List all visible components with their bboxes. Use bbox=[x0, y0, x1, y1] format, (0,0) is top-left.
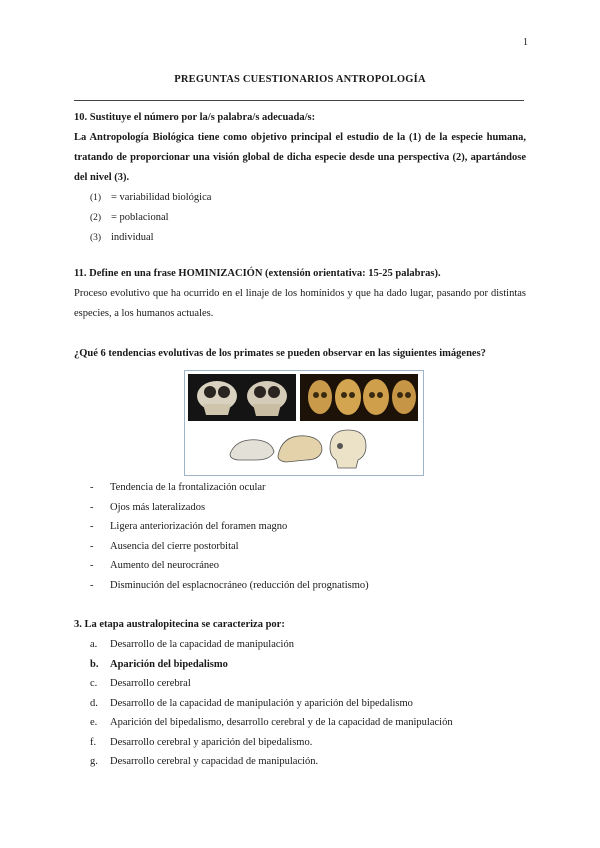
option-letter: d. bbox=[90, 697, 98, 709]
skulls-figure bbox=[184, 370, 424, 476]
primate-trends-list bbox=[74, 478, 526, 595]
option-text: Aparición del bipedalismo bbox=[110, 658, 228, 670]
hominid-skulls-image bbox=[300, 374, 418, 421]
option-letter: c. bbox=[90, 678, 98, 689]
answer-item bbox=[90, 208, 526, 228]
question-10 bbox=[74, 108, 526, 248]
question-primates bbox=[74, 344, 526, 595]
list-item-text: Tendencia de la frontalización ocular bbox=[110, 482, 266, 493]
list-item bbox=[90, 498, 526, 518]
option-letter: a. bbox=[90, 639, 98, 650]
document-body bbox=[74, 108, 526, 772]
list-dash: - bbox=[90, 482, 94, 493]
option-letter: f. bbox=[90, 736, 97, 748]
question-11 bbox=[74, 264, 526, 324]
page-number: 1 bbox=[523, 37, 528, 48]
option-letter: g. bbox=[90, 756, 98, 767]
answer-number: (3) bbox=[90, 233, 102, 243]
answer-item bbox=[90, 188, 526, 208]
option-item bbox=[90, 635, 526, 655]
option-item bbox=[90, 713, 526, 733]
option-item bbox=[90, 674, 526, 694]
document-title: PREGUNTAS CUESTIONARIOS ANTROPOLOGÍA bbox=[174, 74, 426, 85]
question-10-heading: 10. Sustituye el número por la/s palabra/s adecuada/s: bbox=[74, 112, 316, 123]
list-dash: - bbox=[90, 560, 94, 571]
list-item-text: Ausencia del cierre postorbital bbox=[110, 540, 239, 552]
list-dash: - bbox=[90, 579, 94, 591]
option-text: Desarrollo cerebral bbox=[110, 678, 191, 689]
question-10-statement: La Antropología Biológica tiene como objetivo principal el estudio de la (1) de la especie humana, tratando de proporcionar una visión global de dicha especie desde una perspectiva (2), apartándose del nivel (3). bbox=[74, 132, 526, 183]
option-text: Desarrollo de la capacidad de manipulación bbox=[110, 639, 294, 650]
skull-profiles-image bbox=[226, 426, 374, 470]
question-primates-heading: ¿Qué 6 tendencias evolutivas de los primates se pueden observar en las siguientes imágenes? bbox=[74, 348, 486, 359]
list-item-text: Ojos más lateralizados bbox=[110, 501, 206, 513]
question-10-answers bbox=[74, 188, 526, 248]
primate-skulls-front-image bbox=[188, 374, 296, 421]
list-item-text: Aumento del neurocráneo bbox=[110, 560, 220, 571]
question-3-heading: 3. La etapa australopitecina se caracteriza por: bbox=[74, 619, 285, 630]
question-11-answer: Proceso evolutivo que ha ocurrido en el linaje de los homínidos y que ha dado lugar, pasando por distintas especies, a los humanos actuales. bbox=[74, 288, 526, 319]
question-11-heading: 11. Define en una frase HOMINIZACIÓN (extensión orientativa: 15-25 palabras). bbox=[74, 268, 441, 279]
answer-text: = poblacional bbox=[111, 212, 169, 223]
option-item-correct bbox=[90, 655, 526, 675]
question-3-options bbox=[74, 635, 526, 772]
answer-number: (2) bbox=[90, 213, 102, 223]
list-item-text: Disminución del esplacnocráneo (reducción del prognatismo) bbox=[110, 579, 369, 591]
question-3 bbox=[74, 615, 526, 772]
list-item bbox=[90, 517, 526, 537]
option-text: Desarrollo de la capacidad de manipulación y aparición del bipedalismo bbox=[110, 697, 413, 709]
answer-text: individual bbox=[111, 232, 154, 243]
list-item bbox=[90, 556, 526, 576]
option-item bbox=[90, 752, 526, 772]
list-item bbox=[90, 576, 526, 596]
list-item bbox=[90, 537, 526, 557]
option-text: Aparición del bipedalismo, desarrollo cerebral y de la capacidad de manipulación bbox=[110, 717, 453, 728]
option-letter: b. bbox=[90, 658, 99, 670]
option-text: Desarrollo cerebral y aparición del bipedalismo. bbox=[110, 736, 313, 748]
list-dash: - bbox=[90, 501, 94, 513]
list-item bbox=[90, 478, 526, 498]
option-item bbox=[90, 694, 526, 714]
list-item-text: Ligera anteriorización del foramen magno bbox=[110, 521, 288, 532]
answer-text: = variabilidad biológica bbox=[111, 192, 212, 203]
option-text: Desarrollo cerebral y capacidad de manipulación. bbox=[110, 756, 319, 767]
list-dash: - bbox=[90, 521, 94, 532]
list-dash: - bbox=[90, 540, 94, 552]
answer-number: (1) bbox=[90, 193, 102, 203]
option-letter: e. bbox=[90, 717, 98, 728]
title-divider bbox=[74, 100, 524, 101]
answer-item bbox=[90, 228, 526, 248]
option-item bbox=[90, 733, 526, 753]
